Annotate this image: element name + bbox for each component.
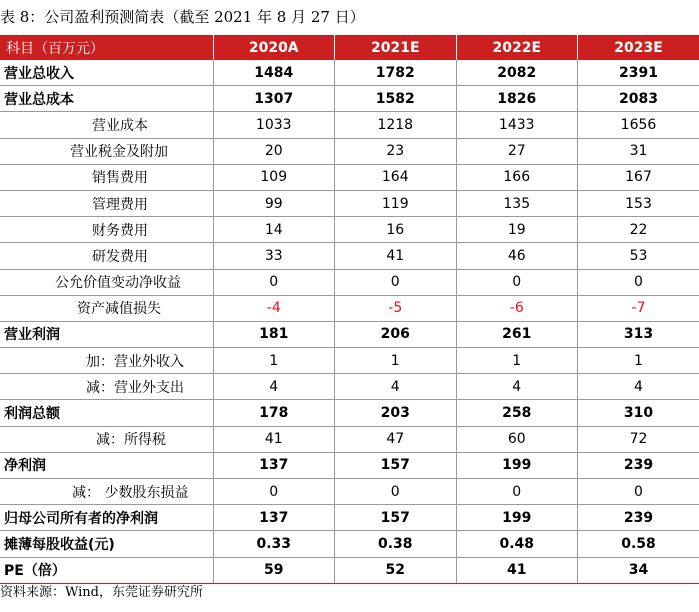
- cell-value: 261: [456, 321, 578, 347]
- cell-value: 16: [335, 217, 457, 243]
- cell-value: 203: [335, 400, 457, 426]
- row-label: PE（倍）: [0, 557, 213, 583]
- cell-value: 0.38: [335, 531, 457, 557]
- cell-value: 0: [213, 479, 335, 505]
- cell-value: 239: [578, 505, 699, 531]
- cell-value: 72: [578, 426, 699, 452]
- cell-value: 41: [335, 243, 457, 269]
- table-row: [0, 321, 699, 347]
- cell-value: 1: [456, 348, 578, 374]
- cell-value: 0: [456, 269, 578, 295]
- table-row: [0, 269, 699, 295]
- cell-value: -7: [578, 295, 699, 321]
- cell-value: 1782: [335, 60, 457, 86]
- header-year: 2020A: [213, 35, 335, 60]
- cell-value: 59: [213, 557, 335, 583]
- table-row: [0, 60, 699, 86]
- row-label: 减：所得税: [0, 426, 213, 452]
- cell-value: 1218: [335, 112, 457, 138]
- row-label: 减： 少数股东损益: [0, 479, 213, 505]
- cell-value: 19: [456, 217, 578, 243]
- cell-value: 52: [335, 557, 457, 583]
- cell-value: 23: [335, 138, 457, 164]
- cell-value: 0: [213, 269, 335, 295]
- cell-value: 164: [335, 164, 457, 190]
- table-title: 表 8：公司盈利预测简表（截至 2021 年 8 月 27 日）: [0, 8, 365, 26]
- cell-value: 99: [213, 190, 335, 216]
- row-label: 销售费用: [0, 164, 213, 190]
- cell-value: 157: [335, 452, 457, 478]
- table-row: [0, 400, 699, 426]
- cell-value: 33: [213, 243, 335, 269]
- cell-value: 47: [335, 426, 457, 452]
- cell-value: 34: [578, 557, 699, 583]
- row-label: 减：营业外支出: [0, 374, 213, 400]
- cell-value: 41: [456, 557, 578, 583]
- cell-value: 0.48: [456, 531, 578, 557]
- table-row: [0, 374, 699, 400]
- table-row: [0, 348, 699, 374]
- table-row: [0, 557, 699, 583]
- cell-value: 14: [213, 217, 335, 243]
- cell-value: 206: [335, 321, 457, 347]
- cell-value: 0: [335, 479, 457, 505]
- cell-value: 181: [213, 321, 335, 347]
- table-row: [0, 112, 699, 138]
- cell-value: 0: [335, 269, 457, 295]
- header-year: 2023E: [578, 35, 699, 60]
- cell-value: 0.58: [578, 531, 699, 557]
- row-label: 财务费用: [0, 217, 213, 243]
- cell-value: 157: [335, 505, 457, 531]
- cell-value: 4: [456, 374, 578, 400]
- row-label: 归母公司所有者的净利润: [0, 505, 213, 531]
- row-label: 营业利润: [0, 321, 213, 347]
- cell-value: 1826: [456, 86, 578, 112]
- cell-value: 2391: [578, 60, 699, 86]
- header-year: 2021E: [335, 35, 457, 60]
- cell-value: 137: [213, 505, 335, 531]
- source-note: 资料来源：Wind，东莞证券研究所: [0, 585, 203, 600]
- financial-forecast-table: [0, 35, 699, 584]
- row-label: 净利润: [0, 452, 213, 478]
- row-label: 加：营业外收入: [0, 348, 213, 374]
- table-row: [0, 86, 699, 112]
- row-label: 资产减值损失: [0, 295, 213, 321]
- cell-value: 2082: [456, 60, 578, 86]
- cell-value: 167: [578, 164, 699, 190]
- row-label: 营业总收入: [0, 60, 213, 86]
- cell-value: 0: [578, 479, 699, 505]
- cell-value: 1: [335, 348, 457, 374]
- cell-value: 135: [456, 190, 578, 216]
- table-row: [0, 243, 699, 269]
- cell-value: 22: [578, 217, 699, 243]
- cell-value: 31: [578, 138, 699, 164]
- cell-value: 1433: [456, 112, 578, 138]
- header-label: 科目（百万元）: [0, 35, 213, 60]
- table-row: [0, 190, 699, 216]
- row-label: 研发费用: [0, 243, 213, 269]
- cell-value: 53: [578, 243, 699, 269]
- header-row: [0, 35, 699, 60]
- cell-value: 4: [578, 374, 699, 400]
- cell-value: 0: [578, 269, 699, 295]
- cell-value: 258: [456, 400, 578, 426]
- cell-value: 1: [213, 348, 335, 374]
- cell-value: 109: [213, 164, 335, 190]
- cell-value: 2083: [578, 86, 699, 112]
- cell-value: 153: [578, 190, 699, 216]
- cell-value: 1484: [213, 60, 335, 86]
- cell-value: 60: [456, 426, 578, 452]
- cell-value: 199: [456, 452, 578, 478]
- cell-value: 137: [213, 452, 335, 478]
- row-label: 摊薄每股收益(元): [0, 531, 213, 557]
- table-row: [0, 295, 699, 321]
- cell-value: -4: [213, 295, 335, 321]
- cell-value: -5: [335, 295, 457, 321]
- cell-value: 1: [578, 348, 699, 374]
- cell-value: 310: [578, 400, 699, 426]
- cell-value: 0: [456, 479, 578, 505]
- cell-value: 4: [213, 374, 335, 400]
- cell-value: 4: [335, 374, 457, 400]
- cell-value: 46: [456, 243, 578, 269]
- cell-value: 20: [213, 138, 335, 164]
- cell-value: 1582: [335, 86, 457, 112]
- table-row: [0, 531, 699, 557]
- cell-value: 1033: [213, 112, 335, 138]
- cell-value: 0.33: [213, 531, 335, 557]
- table-row: [0, 426, 699, 452]
- row-label: 公允价值变动净收益: [0, 269, 213, 295]
- cell-value: 199: [456, 505, 578, 531]
- row-label: 利润总额: [0, 400, 213, 426]
- cell-value: 1656: [578, 112, 699, 138]
- cell-value: 41: [213, 426, 335, 452]
- cell-value: 313: [578, 321, 699, 347]
- table-body: [0, 60, 699, 583]
- cell-value: 1307: [213, 86, 335, 112]
- row-label: 管理费用: [0, 190, 213, 216]
- table-row: [0, 479, 699, 505]
- table-row: [0, 164, 699, 190]
- table-row: [0, 217, 699, 243]
- row-label: 营业成本: [0, 112, 213, 138]
- cell-value: -6: [456, 295, 578, 321]
- cell-value: 239: [578, 452, 699, 478]
- table-row: [0, 452, 699, 478]
- table-row: [0, 138, 699, 164]
- header-year: 2022E: [456, 35, 578, 60]
- row-label: 营业税金及附加: [0, 138, 213, 164]
- row-label: 营业总成本: [0, 86, 213, 112]
- cell-value: 119: [335, 190, 457, 216]
- cell-value: 166: [456, 164, 578, 190]
- cell-value: 27: [456, 138, 578, 164]
- cell-value: 178: [213, 400, 335, 426]
- table-row: [0, 505, 699, 531]
